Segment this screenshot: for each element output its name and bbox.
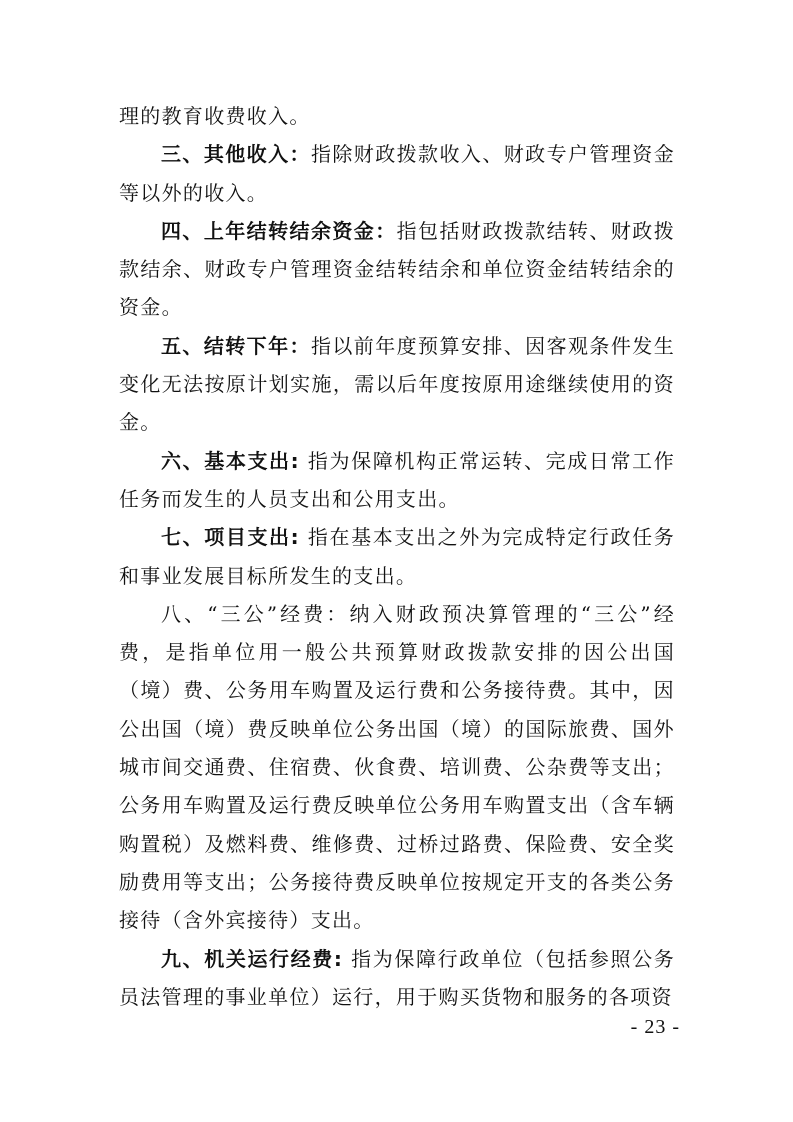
paragraph-other-income: [119, 135, 675, 212]
term-project-expenditure: 七、项目支出:: [161, 525, 300, 550]
paragraph-three-public-expenses: [119, 595, 675, 940]
paragraph-agency-operating-expenses: [119, 940, 675, 1017]
paragraph-carryover-funds: [119, 212, 675, 327]
definition-carry-to-next-year: 指以前年度预算安排、因客观条件发生变化无法按原计划实施，需以后年度按原用途继续使用的资金。: [119, 333, 675, 435]
term-carry-to-next-year: 五、结转下年：: [161, 333, 311, 358]
definition-basic-expenditure: 指为保障机构正常运转、完成日常工作任务而发生的人员支出和公用支出。: [119, 448, 675, 511]
definition-other-income: 指除财政拨款收入、财政专户管理资金等以外的收入。: [119, 142, 675, 205]
definition-agency-operating-expenses: 指为保障行政单位（包括参照公务员法管理的事业单位）运行，用于购买货物和服务的各项资: [119, 946, 675, 1009]
paragraph-carry-to-next-year: [119, 327, 675, 442]
term-basic-expenditure: 六、基本支出:: [161, 448, 300, 473]
definition-project-expenditure: 指在基本支出之外为完成特定行政任务和事业发展目标所发生的支出。: [119, 525, 675, 588]
term-agency-operating-expenses: 九、机关运行经费:: [161, 946, 344, 971]
document-body: [119, 97, 675, 1016]
page-number: - 23 -: [630, 1016, 680, 1038]
definition-three-public-expenses: 八、“三公”经费：纳入财政预决算管理的“三公”经费，是指单位用一般公共预算财政拨款安排的因公出国（境）费、公务用车购置及运行费和公务接待费。其中，因公出国（境）费反映单位公务出国（境）的国际旅费、国外城市间交通费、住宿费、伙食费、培训费、公杂费等支出；公务用车购置及运行费反映单位公务用车购置支出（含车辆购置税）及燃料费、维修费、过桥过路费、保险费、安全奖励费用等支出；公务接待费反映单位按规定开支的各类公务接待（含外宾接待）支出。: [119, 601, 675, 933]
paragraph-basic-expenditure: [119, 442, 675, 519]
paragraph-text: 理的教育收费收入。: [119, 104, 311, 128]
definition-carryover-funds: 指包括财政拨款结转、财政拨款结余、财政专户管理资金结转结余和单位资金结转结余的资金。: [119, 218, 675, 320]
paragraph-education-fee-end: [119, 97, 675, 135]
term-other-income: 三、其他收入：: [161, 142, 311, 167]
paragraph-project-expenditure: [119, 518, 675, 595]
term-carryover-funds: 四、上年结转结余资金：: [161, 218, 397, 243]
